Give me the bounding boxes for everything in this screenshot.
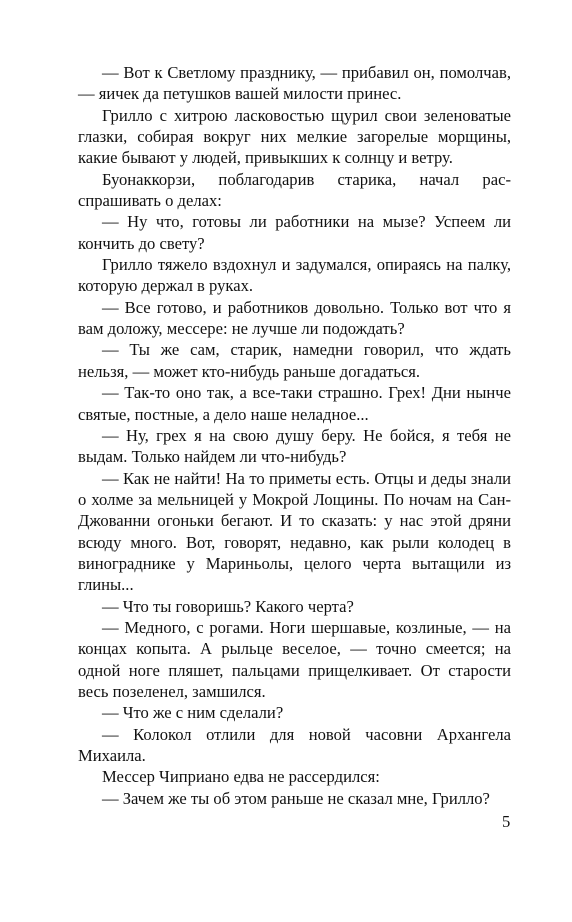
paragraph: — Ну что, готовы ли работники на мызе? Успеем ли кончить до свету? (78, 212, 511, 253)
paragraph: — Колокол отлили для новой часовни Архангела Михаила. (78, 724, 511, 765)
paragraph: Буонаккорзи, поблагодарив старика, начал расспрашивать о делах: (78, 169, 511, 211)
paragraph: Мессер Чиприано едва не рассердился: (102, 767, 380, 787)
paragraph: Грилло с хитрою ласковостью щурил свои зеленоватые глазки, собирая вокруг них мелкие загорелые морщины, какие бывают у людей, привыкших к солнцу и ветру. (78, 105, 511, 168)
paragraph: — Что же с ним сделали? (102, 703, 284, 723)
paragraph: Грилло тяжело вздохнул и задумался, опираясь на палку, которую держал в руках. (78, 255, 511, 296)
paragraph: — Так-то оно так, а все-таки страшно. Грех! Дни нынче святые, постные, а дело наше неладное... (78, 383, 511, 424)
paragraph: — Что ты говоришь? Какого черта? (102, 596, 354, 616)
paragraph: — Как не найти! На то приметы есть. Отцы и деды знали о холме за мельницей у Мокрой Лощины. По ночам на Сан-Джованни огоньки бегают. И то сказать: у нас этой дряни всюду много. Вот, говорят, недавно, как рыли колодец в винограднике у Мариньолы, целого черта вытащили из глины... (78, 468, 511, 595)
paragraph: — Ты же сам, старик, намедни говорил, что ждать нельзя, — может кто-нибудь раньше догадаться. (78, 340, 511, 381)
paragraph: — Вот к Светлому празднику, — прибавил он, помолчав, — яичек да петушков вашей милости принес. (78, 63, 511, 104)
paragraph: — Зачем же ты об этом раньше не сказал мне, Грилло? (102, 788, 490, 808)
paragraph: — Все готово, и работников довольно. Только вот что я вам доложу, мессере: не лучше ли подождать? (78, 297, 511, 339)
page-number: 5 (502, 812, 511, 831)
paragraph: — Ну, грех я на свою душу беру. Не бойся, я тебя не выдам. Только найдем ли что-нибудь? (78, 425, 511, 467)
page-text-block (78, 62, 511, 809)
paragraph: — Медного, с рогами. Ноги шершавые, козлиные, — на концах копыта. А рыльце веселое, — точно смеется; на одной ноге пляшет, пальцами прищелкивает. От старости весь позеленел, замшился. (78, 617, 511, 701)
